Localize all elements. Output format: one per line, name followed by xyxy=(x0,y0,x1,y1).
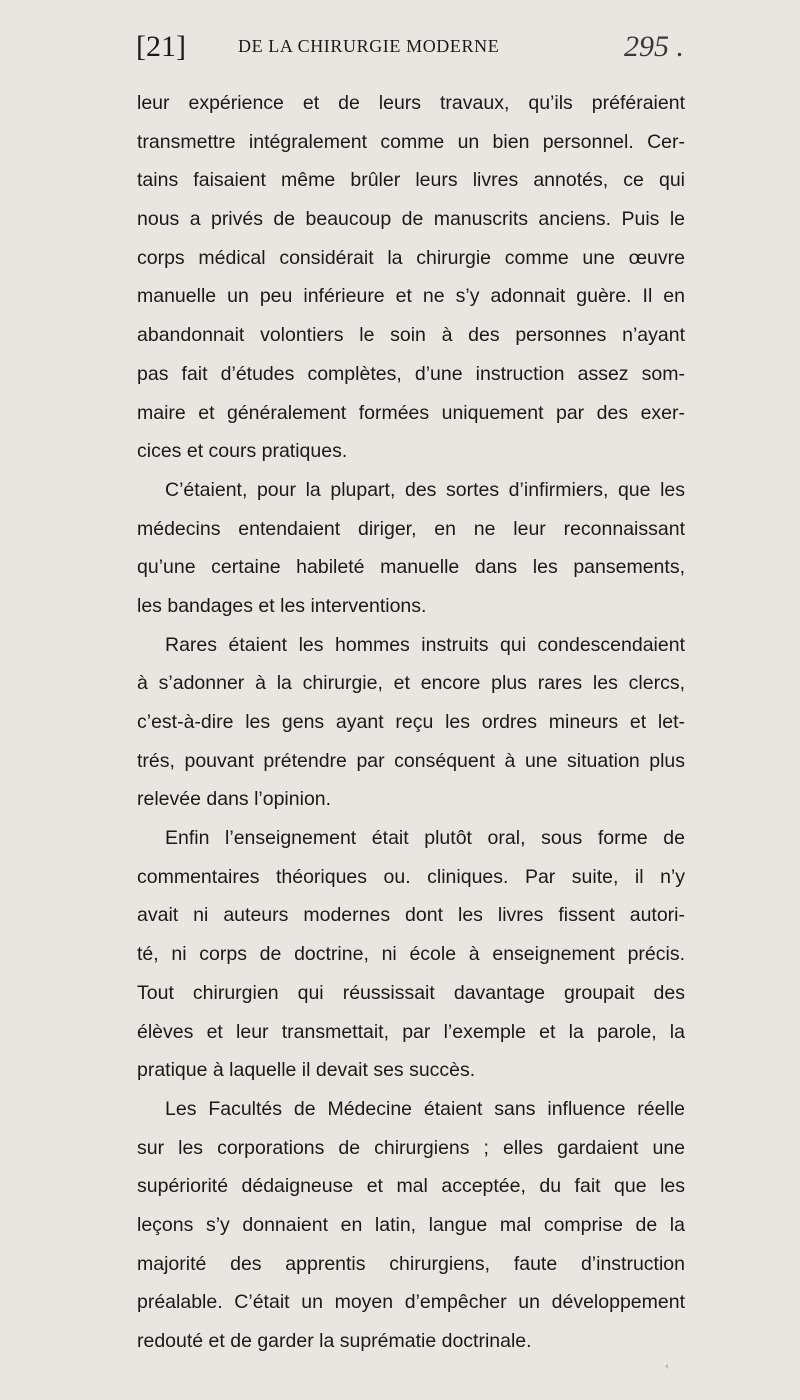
text-line: corps médical considérait la chirurgie comme une œuvre xyxy=(137,246,685,269)
text-line: leur expérience et de leurs travaux, qu’ils préféraient xyxy=(137,92,685,114)
text-line: maire et généralement formées uniquement par des exer- xyxy=(137,401,685,424)
text-line: cices et cours pratiques. xyxy=(137,440,348,463)
text-line: Les Facultés de Médecine étaient sans influence réelle xyxy=(165,1097,685,1120)
text-line: à s’adonner à la chirurgie, et encore plus rares les clercs, xyxy=(137,672,685,695)
body-text xyxy=(137,84,685,1361)
text-line: médecins entendaient diriger, en ne leur reconnaissant xyxy=(137,517,685,540)
text-line: c’est-à-dire les gens ayant reçu les ordres mineurs et let- xyxy=(137,711,685,733)
margin-mark: ‹ xyxy=(665,1358,669,1372)
text-line: relevée dans l’opinion. xyxy=(137,788,332,811)
running-header xyxy=(136,30,684,70)
text-line: leçons s’y donnaient en latin, langue mal comprise de la xyxy=(137,1213,685,1236)
text-line: pratique à laquelle il devait ses succès. xyxy=(137,1059,476,1082)
text-line: manuelle un peu inférieure et ne s’y adonnait guère. Il en xyxy=(137,285,685,308)
running-title: DE LA CHIRURGIE MODERNE xyxy=(238,36,500,56)
text-line: té, ni corps de doctrine, ni école à enseignement précis. xyxy=(137,943,685,966)
text-line: Enfin l’enseignement était plutôt oral, sous forme de xyxy=(165,827,685,850)
text-line: Rares étaient les hommes instruits qui condescendaient xyxy=(165,633,685,656)
page-number: 295 . xyxy=(624,30,684,63)
text-line: abandonnait volontiers le soin à des personnes n’ayant xyxy=(137,324,685,347)
page-bracket-number: [21] xyxy=(136,30,186,63)
text-line: qu’une certaine habileté manuelle dans les pansements, xyxy=(137,556,685,579)
text-line: nous a privés de beaucoup de manuscrits anciens. Puis le xyxy=(137,208,685,231)
text-line: supériorité dédaigneuse et mal acceptée, du fait que les xyxy=(137,1175,685,1198)
text-line: commentaires théoriques ou. cliniques. Par suite, il n’y xyxy=(137,865,685,888)
text-line: tains faisaient même brûler leurs livres annotés, ce qui xyxy=(137,169,685,192)
text-line: préalable. C’était un moyen d’empêcher un développement xyxy=(137,1291,685,1314)
text-line: majorité des apprentis chirurgiens, faute d’instruction xyxy=(137,1252,685,1275)
text-line: les bandages et les interventions. xyxy=(137,594,427,617)
text-line: C’étaient, pour la plupart, des sortes d’infirmiers, que les xyxy=(165,478,685,501)
text-line: sur les corporations de chirurgiens ; elles gardaient une xyxy=(137,1136,685,1159)
text-line: Tout chirurgien qui réussissait davantage groupait des xyxy=(137,981,685,1004)
text-line: trés, pouvant prétendre par conséquent à une situation plus xyxy=(137,749,685,772)
text-line: transmettre intégralement comme un bien personnel. Cer- xyxy=(137,130,685,153)
text-line: redouté et de garder la suprématie doctrinale. xyxy=(137,1330,532,1352)
text-line: élèves et leur transmettait, par l’exemple et la parole, la xyxy=(137,1020,685,1043)
text-line: pas fait d’études complètes, d’une instruction assez som- xyxy=(137,362,685,385)
text-line: avait ni auteurs modernes dont les livres fissent autori- xyxy=(137,904,685,927)
